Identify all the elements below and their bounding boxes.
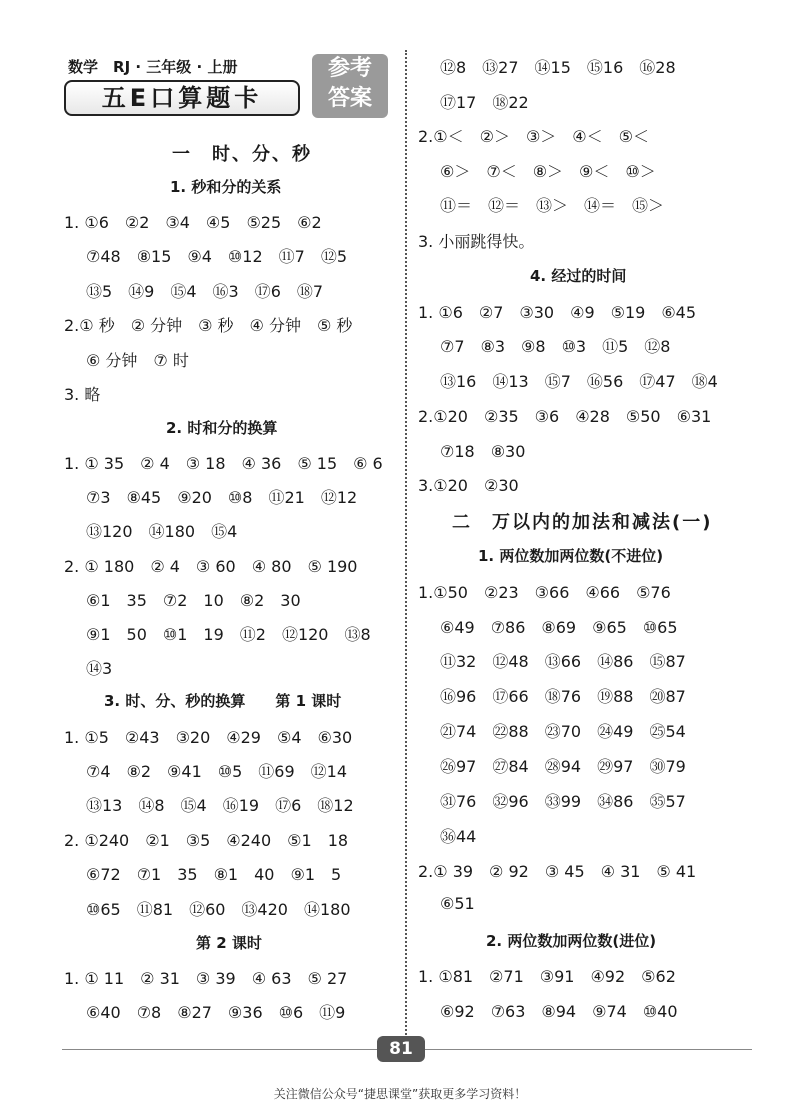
answer-line: ⑥40 ⑦8 ⑧27 ⑨36 ⑩6 ⑪9 xyxy=(86,1003,346,1022)
answer-line: 2. ① 180 ② 4 ③ 60 ④ 80 ⑤ 190 xyxy=(64,557,358,576)
chapter-title: 一 时、分、秒 xyxy=(172,144,312,165)
answer-line: 3.①20 ②30 xyxy=(418,476,519,495)
section-title: 2. 时和分的换算 xyxy=(166,419,278,437)
answer-line: ⑦3 ⑧45 ⑨20 ⑩8 ⑪21 ⑫12 xyxy=(86,488,358,507)
answer-line: 2.①＜ ②＞ ③＞ ④＜ ⑤＜ xyxy=(418,127,649,146)
brand-logo: 五E口算题卡 xyxy=(64,80,300,116)
answer-line: ㊱44 xyxy=(440,827,477,846)
answer-line: 1.①50 ②23 ③66 ④66 ⑤76 xyxy=(418,583,671,602)
page-number: 81 xyxy=(377,1036,425,1062)
answer-line: ⑥92 ⑦63 ⑧94 ⑨74 ⑩40 xyxy=(440,1002,678,1021)
answer-line: ⑥51 xyxy=(440,894,475,913)
answer-line: ⑬120 ⑭180 ⑮4 xyxy=(86,522,238,541)
answer-line: ⑦4 ⑧2 ⑨41 ⑩5 ⑪69 ⑫14 xyxy=(86,762,347,781)
edition-text: RJ · 三年级 · 上册 xyxy=(113,58,238,76)
answer-line: 2.① 秒 ② 分钟 ③ 秒 ④ 分钟 ⑤ 秒 xyxy=(64,316,353,335)
section-title: 4. 经过的时间 xyxy=(530,267,627,285)
answer-line: 2.①20 ②35 ③6 ④28 ⑤50 ⑥31 xyxy=(418,407,712,426)
section-title: 第 2 课时 xyxy=(196,934,262,952)
answer-line: ㉑74 ㉒88 ㉓70 ㉔49 ㉕54 xyxy=(440,722,686,741)
answer-line: ⑭3 xyxy=(86,659,113,678)
answer-line: ⑥1 35 ⑦2 10 ⑧2 30 xyxy=(86,591,301,610)
answer-line: ⑯96 ⑰66 ⑱76 ⑲88 ⑳87 xyxy=(440,687,686,706)
footer-note: 关注微信公众号“捷思课堂”获取更多学习资料！ xyxy=(273,1087,527,1101)
answer-line: ⑬13 ⑭8 ⑮4 ⑯19 ⑰6 ⑱12 xyxy=(86,796,354,815)
answer-line: ⑥ 分钟 ⑦ 时 xyxy=(86,351,189,370)
answer-line: 1. ① 35 ② 4 ③ 18 ④ 36 ⑤ 15 ⑥ 6 xyxy=(64,454,383,473)
answer-line: 1. ①81 ②71 ③91 ④92 ⑤62 xyxy=(418,967,676,986)
answer-line: ⑬5 ⑭9 ⑮4 ⑯3 ⑰6 ⑱7 xyxy=(86,282,324,301)
answer-line: 2. ①240 ②1 ③5 ④240 ⑤1 18 xyxy=(64,831,349,850)
answer-badge xyxy=(312,54,388,118)
answer-line: 1. ①5 ②43 ③20 ④29 ⑤4 ⑥30 xyxy=(64,728,353,747)
answer-line: 3. 小丽跳得快。 xyxy=(418,232,535,251)
answer-line: 3. 略 xyxy=(64,385,101,404)
answer-line: ⑦7 ⑧3 ⑨8 ⑩3 ⑪5 ⑫8 xyxy=(440,337,671,356)
subject-text: 数学 xyxy=(68,58,99,76)
answer-line: ㉖97 ㉗84 ㉘94 ㉙97 ㉚79 xyxy=(440,757,686,776)
answer-badge-line1: 参考 xyxy=(327,56,372,81)
column-divider xyxy=(405,50,407,1035)
answer-line: ⑦18 ⑧30 xyxy=(440,442,526,461)
answer-line: ⑥72 ⑦1 35 ⑧1 40 ⑨1 5 xyxy=(86,865,342,884)
answer-line: ⑥49 ⑦86 ⑧69 ⑨65 ⑩65 xyxy=(440,618,678,637)
answer-line: ⑥＞ ⑦＜ ⑧＞ ⑨＜ ⑩＞ xyxy=(440,162,656,181)
answer-line: ㉛76 ㉜96 ㉝99 ㉞86 ㉟57 xyxy=(440,792,686,811)
answer-badge-line2: 答案 xyxy=(327,86,372,111)
section-title: 2. 两位数加两位数(进位) xyxy=(486,932,657,950)
answer-line: 1. ①6 ②2 ③4 ④5 ⑤25 ⑥2 xyxy=(64,213,322,232)
subject-label xyxy=(68,56,237,77)
answer-line: 1. ① 11 ② 31 ③ 39 ④ 63 ⑤ 27 xyxy=(64,969,348,988)
book-header xyxy=(60,50,400,125)
answer-line: ⑪＝ ⑫＝ ⑬＞ ⑭＝ ⑮＞ xyxy=(440,196,665,215)
answer-line: ⑩65 ⑪81 ⑫60 ⑬420 ⑭180 xyxy=(86,900,351,919)
answer-line: ⑬16 ⑭13 ⑮7 ⑯56 ⑰47 ⑱4 xyxy=(440,372,718,391)
answer-line: ⑰17 ⑱22 xyxy=(440,93,529,112)
answer-line: 1. ①6 ②7 ③30 ④9 ⑤19 ⑥45 xyxy=(418,303,697,322)
section-title: 3. 时、分、秒的换算 第 1 课时 xyxy=(104,692,342,710)
answer-line: ⑪32 ⑫48 ⑬66 ⑭86 ⑮87 xyxy=(440,652,686,671)
answer-line: ⑫8 ⑬27 ⑭15 ⑮16 ⑯28 xyxy=(440,58,676,77)
answer-line: ⑨1 50 ⑩1 19 ⑪2 ⑫120 ⑬8 xyxy=(86,625,371,644)
answer-line: ⑦48 ⑧15 ⑨4 ⑩12 ⑪7 ⑫5 xyxy=(86,247,347,266)
section-title: 1. 秒和分的关系 xyxy=(170,178,282,196)
section-title: 1. 两位数加两位数(不进位) xyxy=(478,547,664,565)
answer-line: 2.① 39 ② 92 ③ 45 ④ 31 ⑤ 41 xyxy=(418,862,697,881)
chapter-title: 二 万以内的加法和减法(一) xyxy=(452,512,713,533)
